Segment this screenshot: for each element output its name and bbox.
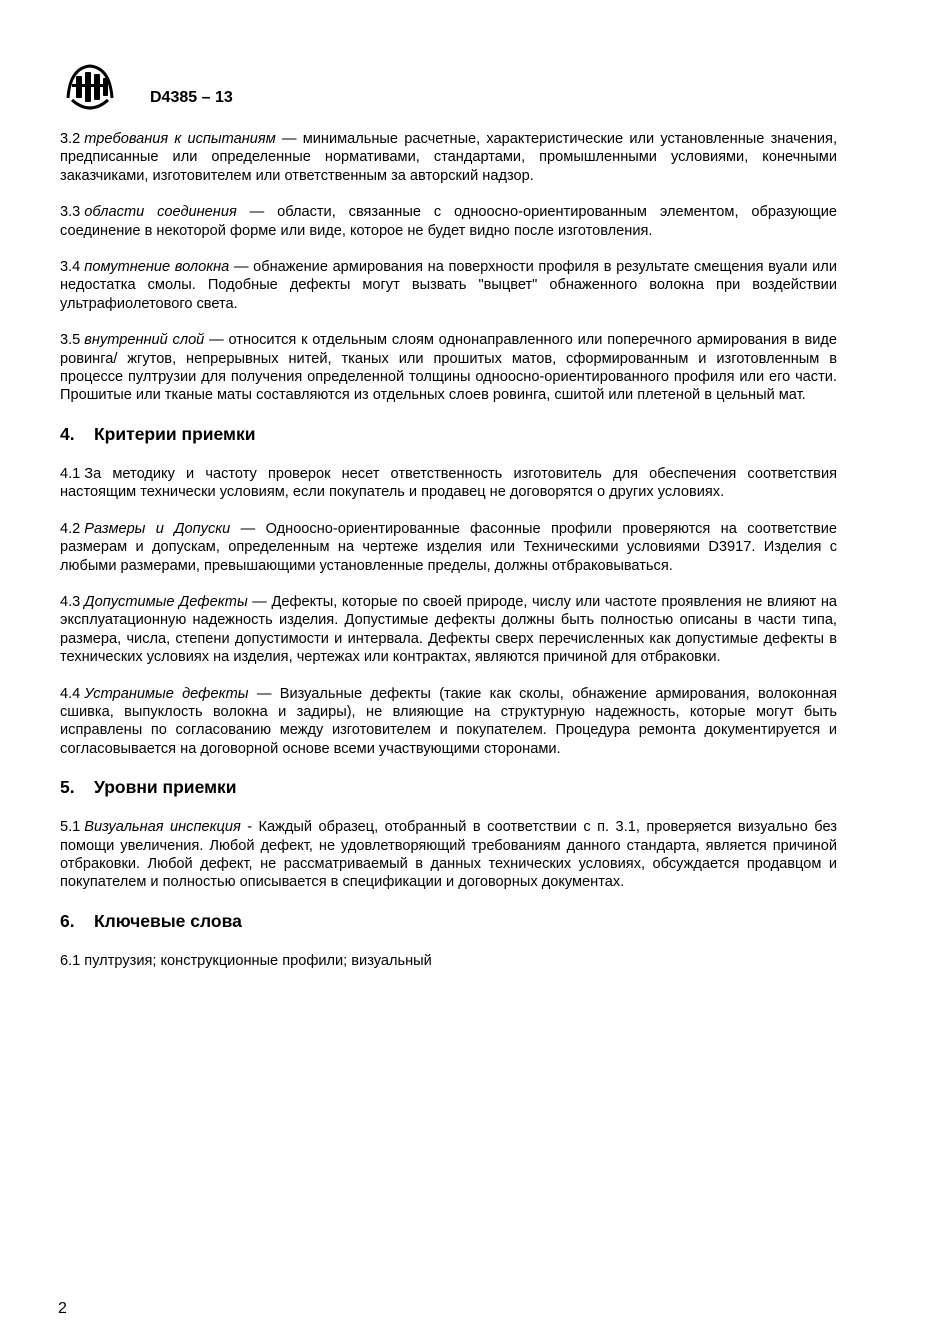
- clause-text: — Дефекты, которые по своей природе, числу или частоте проявления не влияют на эксплуатационную надежность изделия. Допустимые дефекты должны быть полностью описаны в части типа, размера, числа, степени допустимости и интервала. Дефекты сверх перечисленных как допустимые дефекты в технических условиях на изделия, чертежах или контрактах, являются причиной для отбраковки.: [60, 593, 838, 666]
- clause-number: 6.1: [60, 952, 81, 969]
- page-number: 2: [58, 1300, 67, 1317]
- clause-text: — Визуальные дефекты (такие как сколы, обнажение армирования, волоконная сшивка, выпуклость волокна и задиры), не влияющие на структурную надежность, которые могут быть исправлены по согласованию между изготовителем и покупателем. Процедура ремонта документируется и согласовывается на договорной основе всеми участвующими сторонами.: [60, 685, 837, 757]
- clause-text: За методику и частоту проверок несет ответственность изготовитель для обеспечения соответствия настоящим технически условиям, если покупатель и продавец не договорятся о других условиях.: [60, 465, 837, 501]
- clause-text: пултрузия; конструкционные профили; визуальный: [84, 952, 432, 969]
- clause-term: помутнение волокна: [84, 259, 230, 276]
- page-header: [58, 56, 233, 120]
- clause-paragraph: [60, 818, 837, 892]
- clause-term: внутренний слой: [84, 332, 205, 349]
- clause-paragraph: [60, 258, 837, 313]
- clause-term: Размеры и Допуски: [84, 520, 231, 537]
- clause-number: 4.1: [60, 465, 81, 482]
- clause-text: — относится к отдельным слоям однонаправленного или поперечного армирования в виде ровинга/ жгутов, непрерывных нитей, тканых или прошитых матов, сформированным и изготовленным в процессе пултрузии для получения определенной толщины одноосно-ориентированного профиля или его части. Прошитые или тканые маты составляются из отдельных слоев ровинга, сшитой или плетеной в цельный мат.: [60, 332, 838, 404]
- clause-text: — Одноосно-ориентированные фасонные профили проверяются на соответствие размерам и допускам, определенным на чертеже изделия или Техническими условиями D3917. Изделия с любыми размерами, превышающими установленные пределы, должны отбраковываться.: [60, 520, 837, 574]
- clause-paragraph: [60, 130, 837, 185]
- clause-paragraph: [60, 593, 837, 667]
- clause-term: области соединения: [84, 204, 237, 221]
- clause-number: 3.2: [60, 131, 81, 147]
- astm-logo-icon: [58, 60, 122, 116]
- document-body: [60, 130, 837, 988]
- clause-paragraph: [60, 685, 837, 759]
- clause-text: — минимальные расчетные, характеристические или установленные значения, предписанные или определенные нормативами, стандартами, промышленными условиями, конечными заказчиками, изготовителем или ответственным за авторский надзор.: [60, 131, 837, 184]
- section-number: 6.: [60, 910, 75, 931]
- section-title: Уровни приемки: [94, 777, 237, 798]
- clause-number: 4.2: [60, 520, 81, 537]
- section-heading: [60, 776, 837, 798]
- clause-paragraph: [60, 520, 837, 575]
- clause-paragraph: [60, 465, 837, 502]
- section-title: Критерии приемки: [94, 423, 256, 444]
- clause-number: 5.1: [60, 819, 81, 836]
- clause-number: 3.4: [60, 259, 81, 276]
- section-heading: [60, 910, 837, 932]
- clause-paragraph: [60, 331, 837, 405]
- section-heading: [60, 423, 837, 445]
- document-id: D4385 – 13: [150, 89, 233, 106]
- section-number: 4.: [60, 423, 75, 444]
- clause-term: Устранимые дефекты: [84, 685, 249, 702]
- clause-text: — обнажение армирования на поверхности профиля в результате смещения вуали или недостатка смолы. Подобные дефекты могут вызвать "выцвет" обнаженного волокна при воздействии ультрафиолетового света.: [60, 259, 837, 312]
- clause-number: 4.3: [60, 593, 81, 610]
- clause-number: 3.5: [60, 332, 81, 349]
- clause-number: 4.4: [60, 685, 81, 702]
- clause-paragraph: [60, 952, 837, 970]
- clause-term: Допустимые Дефекты: [84, 593, 248, 610]
- clause-text: — области, связанные с одноосно-ориентированным элементом, образующие соединение в некоторой форме или виде, которое не будет видно после изготовления.: [60, 204, 837, 239]
- clause-term: требования к испытаниям: [84, 131, 276, 147]
- clause-text: - Каждый образец, отобранный в соответствии с п. 3.1, проверяется визуально без помощи увеличения. Любой дефект, не удовлетворяющий требованиям данного стандарта, является причиной отбраковки. Любой дефект, не рассматриваемый в данных технических условиях, обсуждается продавцом и покупателем и полностью описывается в спецификации и договорных документах.: [60, 819, 837, 891]
- clause-number: 3.3: [60, 204, 81, 221]
- clause-term: Визуальная инспекция: [84, 819, 241, 836]
- clause-paragraph: [60, 203, 837, 240]
- section-title: Ключевые слова: [94, 910, 242, 931]
- section-number: 5.: [60, 777, 75, 798]
